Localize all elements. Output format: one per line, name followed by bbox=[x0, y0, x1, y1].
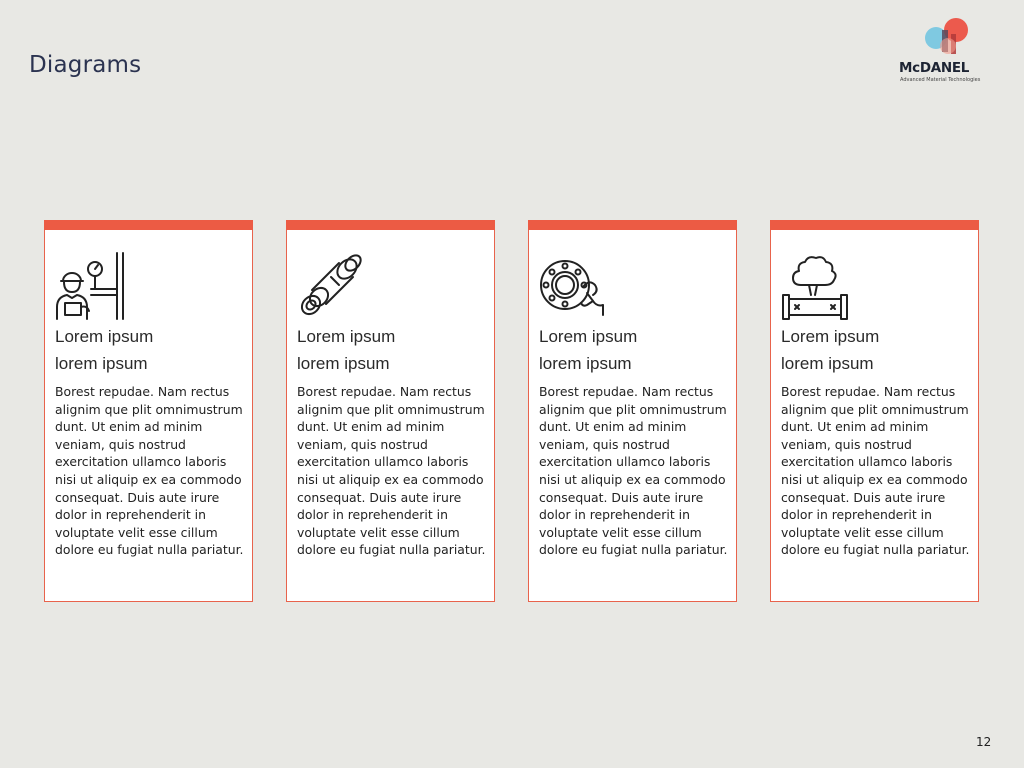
page-number: 12 bbox=[976, 735, 992, 749]
card-1 bbox=[44, 220, 253, 602]
card-title-line-1: Lorem ipsum bbox=[539, 327, 638, 346]
page-title: Diagrams bbox=[29, 52, 142, 78]
card-body: Borest repudae. Nam rectus alignim que plit omnimustrum dunt. Ut enim ad minim veniam, quis nostrud exercitation ullamco laboris nisi ut aliquip ex ea commodo consequat. Duis aute irure dolor in reprehenderit in voluptate velit esse cillum dolore eu fugiat nulla pariatur. bbox=[781, 384, 970, 558]
card-title-line-2: lorem ipsum bbox=[781, 354, 874, 373]
card-title bbox=[297, 323, 487, 377]
logo-wordmark: McDANEL bbox=[899, 60, 970, 76]
card-2 bbox=[286, 220, 495, 602]
pipe-section-icon bbox=[295, 249, 367, 321]
card-title bbox=[55, 323, 245, 377]
card-body: Borest repudae. Nam rectus alignim que plit omnimustrum dunt. Ut enim ad minim veniam, quis nostrud exercitation ullamco laboris nisi ut aliquip ex ea commodo consequat. Duis aute irure dolor in reprehenderit in voluptate velit esse cillum dolore eu fugiat nulla pariatur. bbox=[297, 384, 486, 558]
card-title-line-1: Lorem ipsum bbox=[55, 327, 154, 346]
card-body: Borest repudae. Nam rectus alignim que plit omnimustrum dunt. Ut enim ad minim veniam, quis nostrud exercitation ullamco laboris nisi ut aliquip ex ea commodo consequat. Duis aute irure dolor in reprehenderit in voluptate velit esse cillum dolore eu fugiat nulla pariatur. bbox=[539, 384, 728, 558]
card-accent-bar bbox=[528, 220, 737, 230]
leaking-pipe-steam-icon bbox=[779, 249, 851, 321]
card-title-line-1: Lorem ipsum bbox=[781, 327, 880, 346]
company-logo bbox=[896, 14, 998, 86]
engineer-with-gauge-icon bbox=[53, 249, 125, 321]
card-title-line-1: Lorem ipsum bbox=[297, 327, 396, 346]
card-title-line-2: lorem ipsum bbox=[297, 354, 390, 373]
card-title-line-2: lorem ipsum bbox=[55, 354, 148, 373]
card-title bbox=[781, 323, 971, 377]
card-title bbox=[539, 323, 729, 377]
logo-tagline: Advanced Material Technologies bbox=[900, 77, 981, 83]
card-title-line-2: lorem ipsum bbox=[539, 354, 632, 373]
card-3 bbox=[528, 220, 737, 602]
card-accent-bar bbox=[770, 220, 979, 230]
card-accent-bar bbox=[44, 220, 253, 230]
card-4 bbox=[770, 220, 979, 602]
logo-mark-icon bbox=[920, 16, 972, 58]
card-accent-bar bbox=[286, 220, 495, 230]
pipe-flange-with-wrench-icon bbox=[537, 249, 609, 321]
card-body: Borest repudae. Nam rectus alignim que plit omnimustrum dunt. Ut enim ad minim veniam, quis nostrud exercitation ullamco laboris nisi ut aliquip ex ea commodo consequat. Duis aute irure dolor in reprehenderit in voluptate velit esse cillum dolore eu fugiat nulla pariatur. bbox=[55, 384, 244, 558]
